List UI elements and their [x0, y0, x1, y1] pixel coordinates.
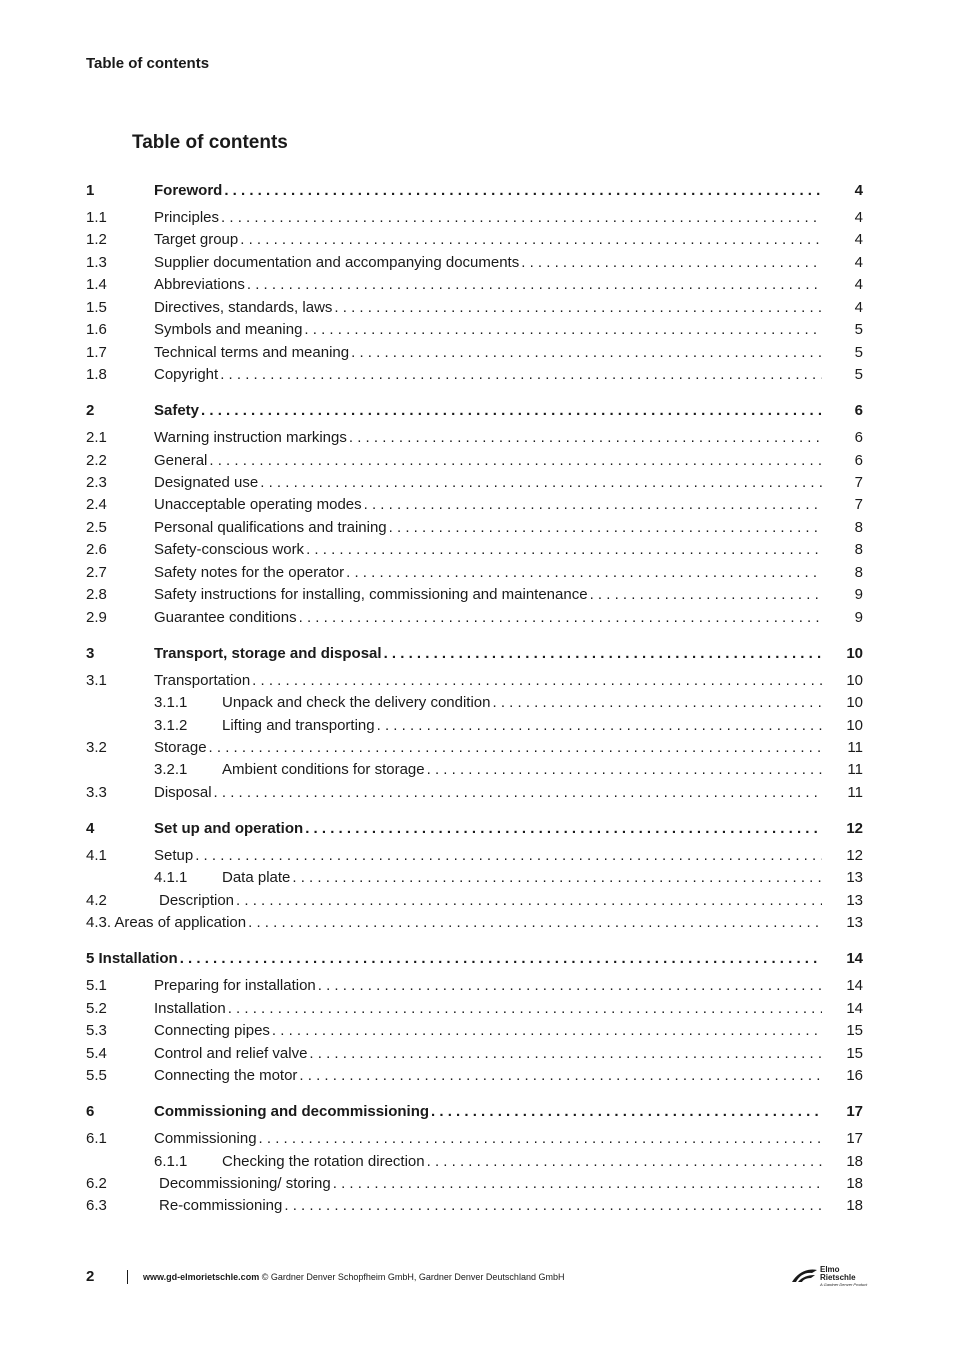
- toc-entry-number: 3.3: [86, 784, 107, 801]
- toc-entry-title: Preparing for installation: [154, 977, 316, 994]
- toc-entry-title: Copyright: [154, 366, 219, 383]
- toc-leader-dots: [333, 1174, 822, 1194]
- toc-entry-number: 5.1: [86, 977, 107, 994]
- toc-entry[interactable]: [0, 1196, 954, 1216]
- brand-logo: [790, 1266, 870, 1290]
- toc-leader-dots: [195, 846, 822, 866]
- toc-entry-title: Safety: [154, 402, 200, 419]
- toc-entry-title: Set up and operation: [154, 820, 304, 837]
- toc-entry-title: Safety instructions for installing, commissioning and maintenance: [154, 586, 588, 603]
- toc-entry-number: 1.6: [86, 321, 107, 338]
- footer-copyright: © Gardner Denver Schopfheim GmbH, Gardner Denver Deutschland GmbH: [259, 1272, 565, 1282]
- logo-line-2: Rietschle: [820, 1273, 856, 1282]
- toc-entry-title: Disposal: [154, 784, 212, 801]
- toc-entry-title: Transport, storage and disposal: [154, 645, 382, 662]
- toc-entry-title: Installation: [154, 1000, 226, 1017]
- toc-entry-page: 6: [854, 452, 863, 469]
- toc-entry-title: General: [154, 452, 208, 469]
- toc-entry[interactable]: [0, 298, 954, 318]
- toc-entry[interactable]: [0, 913, 954, 933]
- toc-entry-page: 18: [846, 1153, 863, 1170]
- toc-entry[interactable]: [0, 949, 954, 969]
- toc-entry-page: 16: [846, 1067, 863, 1084]
- toc-leader-dots: [304, 320, 822, 340]
- page-number: 2: [86, 1268, 95, 1285]
- toc-entry[interactable]: [0, 230, 954, 250]
- toc-leader-dots: [292, 868, 822, 888]
- toc-entry[interactable]: [0, 473, 954, 493]
- toc-entry-number: 2.3: [86, 474, 107, 491]
- toc-entry[interactable]: [0, 608, 954, 628]
- page-title: Table of contents: [132, 132, 288, 153]
- toc-entry-title: Foreword: [154, 182, 223, 199]
- toc-entry-number: 5.2: [86, 1000, 107, 1017]
- toc-entry-number: 2.6: [86, 541, 107, 558]
- toc-entry[interactable]: [0, 253, 954, 273]
- toc-entry-title: Description: [159, 892, 235, 909]
- toc-entry-number: 5.4: [86, 1045, 107, 1062]
- toc-leader-dots: [260, 473, 822, 493]
- toc-entry-page: 9: [854, 609, 863, 626]
- toc-entry-page: 17: [846, 1130, 863, 1147]
- toc-entry-title: Setup: [154, 847, 194, 864]
- toc-entry[interactable]: [0, 1152, 954, 1172]
- toc-entry[interactable]: [0, 671, 954, 691]
- logo-swoosh-icon: [790, 1268, 818, 1284]
- toc-entry-title: Ambient conditions for storage: [222, 761, 425, 778]
- toc-entry-title: Unpack and check the delivery condition: [222, 694, 491, 711]
- toc-entry-number: 4: [86, 820, 95, 837]
- toc-leader-dots: [220, 365, 822, 385]
- toc-entry-title: Guarantee conditions: [154, 609, 297, 626]
- toc-entry-title: Storage: [154, 739, 207, 756]
- toc-entry-number: 4.1.1: [154, 869, 188, 886]
- toc-entry[interactable]: [0, 1129, 954, 1149]
- toc-entry-page: 7: [854, 474, 863, 491]
- toc-entry-number: 5.5: [86, 1067, 107, 1084]
- toc-entry-page: 11: [847, 739, 863, 756]
- toc-leader-dots: [214, 783, 822, 803]
- toc-entry-title: Decommissioning/ storing: [159, 1175, 331, 1192]
- toc-leader-dots: [259, 1129, 822, 1149]
- toc-entry-page: 12: [846, 847, 863, 864]
- toc-entry-page: 11: [847, 784, 863, 801]
- toc-entry-title: Re-commissioning: [159, 1197, 283, 1214]
- toc-entry-title: Lifting and transporting: [222, 717, 375, 734]
- toc-entry-page: 8: [854, 519, 863, 536]
- toc-entry-number: 3.1.1: [154, 694, 188, 711]
- toc-entry[interactable]: [0, 1102, 954, 1122]
- toc-entry[interactable]: [0, 976, 954, 996]
- toc-entry[interactable]: [0, 320, 954, 340]
- toc-entry-page: 5: [854, 321, 863, 338]
- toc-entry-number: 1.7: [86, 344, 107, 361]
- toc-leader-dots: [221, 208, 822, 228]
- toc-leader-dots: [228, 999, 822, 1019]
- footer-url[interactable]: www.gd-elmorietschle.com: [143, 1272, 260, 1282]
- toc-entry-page: 12: [846, 820, 863, 837]
- toc-entry-title: Symbols and meaning: [154, 321, 303, 338]
- toc-entry-number: 1.4: [86, 276, 107, 293]
- toc-entry-title: Target group: [154, 231, 239, 248]
- toc-entry-page: 4: [854, 276, 863, 293]
- toc-entry-number: 6.1.1: [154, 1153, 188, 1170]
- toc-leader-dots: [427, 760, 822, 780]
- toc-entry[interactable]: [0, 846, 954, 866]
- toc-leader-dots: [521, 253, 822, 273]
- toc-entry-title: Unacceptable operating modes: [154, 496, 362, 513]
- toc-entry[interactable]: [0, 495, 954, 515]
- toc-entry-page: 6: [854, 429, 863, 446]
- toc-entry-number: 6.1: [86, 1130, 107, 1147]
- toc-entry[interactable]: [0, 585, 954, 605]
- toc-leader-dots: [318, 976, 822, 996]
- toc-entry-page: 13: [846, 914, 863, 931]
- toc-entry-title: Safety-conscious work: [154, 541, 305, 558]
- toc-leader-dots: [201, 401, 822, 421]
- toc-entry[interactable]: [0, 891, 954, 911]
- toc-entry-page: 13: [846, 892, 863, 909]
- toc-entry-page: 5: [854, 366, 863, 383]
- toc-entry-number: 3.1: [86, 672, 107, 689]
- toc-entry-page: 10: [846, 645, 863, 662]
- toc-entry[interactable]: [0, 716, 954, 736]
- toc-leader-dots: [299, 1066, 822, 1086]
- toc-leader-dots: [427, 1152, 822, 1172]
- toc-leader-dots: [209, 738, 822, 758]
- toc-entry-page: 4: [854, 209, 863, 226]
- toc-entry[interactable]: [0, 819, 954, 839]
- toc-entry-number: 6: [86, 1103, 95, 1120]
- footer-text: [143, 1272, 564, 1282]
- toc-leader-dots: [306, 540, 822, 560]
- toc-leader-dots: [493, 693, 823, 713]
- toc-entry[interactable]: [0, 365, 954, 385]
- toc-leader-dots: [309, 1044, 822, 1064]
- toc-entry[interactable]: [0, 868, 954, 888]
- toc-entry[interactable]: [0, 428, 954, 448]
- toc-entry-page: 8: [854, 541, 863, 558]
- toc-entry-title: Supplier documentation and accompanying documents: [154, 254, 520, 271]
- toc-entry[interactable]: [0, 1066, 954, 1086]
- footer-divider: [127, 1270, 128, 1284]
- toc-leader-dots: [364, 495, 822, 515]
- toc-entry-title: Directives, standards, laws: [154, 299, 333, 316]
- toc-entry-page: 14: [846, 1000, 863, 1017]
- toc-entry[interactable]: [0, 518, 954, 538]
- toc-entry-title: Commissioning and decommissioning: [154, 1103, 430, 1120]
- toc-leader-dots: [209, 451, 822, 471]
- toc-entry-page: 17: [846, 1103, 863, 1120]
- toc-entry-page: 4: [854, 231, 863, 248]
- toc-entry-page: 15: [846, 1045, 863, 1062]
- toc-entry-number: 5.3: [86, 1022, 107, 1039]
- toc-entry[interactable]: [0, 451, 954, 471]
- toc-entry-title: Commissioning: [154, 1130, 257, 1147]
- toc-entry-title: Warning instruction markings: [154, 429, 347, 446]
- toc-entry-page: 8: [854, 564, 863, 581]
- toc-entry-number: 2.5: [86, 519, 107, 536]
- toc-entry-page: 13: [846, 869, 863, 886]
- toc-entry[interactable]: [0, 760, 954, 780]
- toc-entry-page: 11: [847, 761, 863, 778]
- toc-leader-dots: [334, 298, 822, 318]
- toc-entry[interactable]: [0, 401, 954, 421]
- toc-entry-title: Designated use: [154, 474, 259, 491]
- toc-entry[interactable]: [0, 540, 954, 560]
- toc-leader-dots: [180, 949, 822, 969]
- toc-entry-number: 4.1: [86, 847, 107, 864]
- toc-entry-title: Checking the rotation direction: [222, 1153, 425, 1170]
- toc-entry-number: 3.2.1: [154, 761, 188, 778]
- toc-entry[interactable]: [0, 275, 954, 295]
- toc-entry[interactable]: [0, 783, 954, 803]
- toc-entry-number: 6.3: [86, 1197, 107, 1214]
- toc-entry[interactable]: [0, 208, 954, 228]
- toc-entry[interactable]: [0, 644, 954, 664]
- toc-entry-page: 10: [846, 672, 863, 689]
- toc-entry[interactable]: [0, 343, 954, 363]
- toc-entry-page: 4: [854, 254, 863, 271]
- toc-entry-title: 5 Installation: [86, 950, 178, 967]
- toc-entry-page: 10: [846, 694, 863, 711]
- toc-leader-dots: [284, 1196, 822, 1216]
- toc-entry[interactable]: [0, 563, 954, 583]
- toc-entry-title: Technical terms and meaning: [154, 344, 350, 361]
- toc-entry-page: 18: [846, 1175, 863, 1192]
- toc-entry-number: 1.3: [86, 254, 107, 271]
- toc-leader-dots: [349, 428, 822, 448]
- toc-leader-dots: [389, 518, 822, 538]
- toc-leader-dots: [377, 716, 822, 736]
- toc-leader-dots: [305, 819, 822, 839]
- toc-leader-dots: [272, 1021, 822, 1041]
- running-header: Table of contents: [86, 55, 210, 72]
- toc-entry-page: 15: [846, 1022, 863, 1039]
- toc-entry-number: 4.2: [86, 892, 107, 909]
- toc-leader-dots: [431, 1102, 822, 1122]
- toc-entry-title: Transportation: [154, 672, 251, 689]
- toc-entry-number: 1.1: [86, 209, 107, 226]
- logo-tagline: A Gardner Denver Product: [820, 1282, 868, 1287]
- logo-line-1: Elmo: [820, 1265, 840, 1274]
- toc-entry-page: 18: [846, 1197, 863, 1214]
- toc-entry-title: Control and relief valve: [154, 1045, 308, 1062]
- toc-entry-title: Personal qualifications and training: [154, 519, 387, 536]
- toc-entry-page: 10: [846, 717, 863, 734]
- toc-entry[interactable]: [0, 999, 954, 1019]
- toc-entry-page: 7: [854, 496, 863, 513]
- toc-entry-page: 9: [854, 586, 863, 603]
- toc-entry-page: 14: [846, 950, 863, 967]
- toc-leader-dots: [248, 913, 822, 933]
- toc-entry-number: 3.2: [86, 739, 107, 756]
- toc-leader-dots: [346, 563, 822, 583]
- toc-entry-number: 2.8: [86, 586, 107, 603]
- toc-leader-dots: [384, 644, 822, 664]
- toc-leader-dots: [299, 608, 822, 628]
- toc-entry-page: 5: [854, 344, 863, 361]
- toc-entry-title: Data plate: [222, 869, 291, 886]
- toc-leader-dots: [247, 275, 822, 295]
- toc-entry-number: 2.2: [86, 452, 107, 469]
- toc-entry[interactable]: [0, 1044, 954, 1064]
- toc-entry-number: 3.1.2: [154, 717, 188, 734]
- toc-entry-title: Connecting the motor: [154, 1067, 298, 1084]
- toc-leader-dots: [590, 585, 822, 605]
- toc-entry-title: 4.3. Areas of application: [86, 914, 247, 931]
- toc-entry[interactable]: [0, 693, 954, 713]
- toc-entry[interactable]: [0, 1021, 954, 1041]
- toc-entry-title: Safety notes for the operator: [154, 564, 345, 581]
- toc-entry-number: 1.5: [86, 299, 107, 316]
- toc-entry-number: 2.4: [86, 496, 107, 513]
- toc-entry-number: 3: [86, 645, 95, 662]
- toc-entry-number: 1: [86, 182, 95, 199]
- toc-entry[interactable]: [0, 181, 954, 201]
- toc-leader-dots: [351, 343, 822, 363]
- toc-entry-page: 4: [854, 182, 863, 199]
- toc-entry[interactable]: [0, 1174, 954, 1194]
- toc-entry-title: Principles: [154, 209, 220, 226]
- toc-leader-dots: [236, 891, 822, 911]
- toc-entry-title: Abbreviations: [154, 276, 245, 293]
- toc-leader-dots: [224, 181, 822, 201]
- toc-entry-number: 2.1: [86, 429, 107, 446]
- toc-entry-number: 6.2: [86, 1175, 107, 1192]
- toc-entry-title: Connecting pipes: [154, 1022, 270, 1039]
- toc-entry[interactable]: [0, 738, 954, 758]
- toc-entry-page: 6: [854, 402, 863, 419]
- toc-entry-number: 1.2: [86, 231, 107, 248]
- toc-entry-number: 2: [86, 402, 95, 419]
- toc-entry-number: 2.7: [86, 564, 107, 581]
- toc-entry-number: 1.8: [86, 366, 107, 383]
- toc-entry-number: 2.9: [86, 609, 107, 626]
- toc-entry-page: 14: [846, 977, 863, 994]
- toc-entry-page: 4: [854, 299, 863, 316]
- toc-leader-dots: [240, 230, 822, 250]
- toc-leader-dots: [252, 671, 822, 691]
